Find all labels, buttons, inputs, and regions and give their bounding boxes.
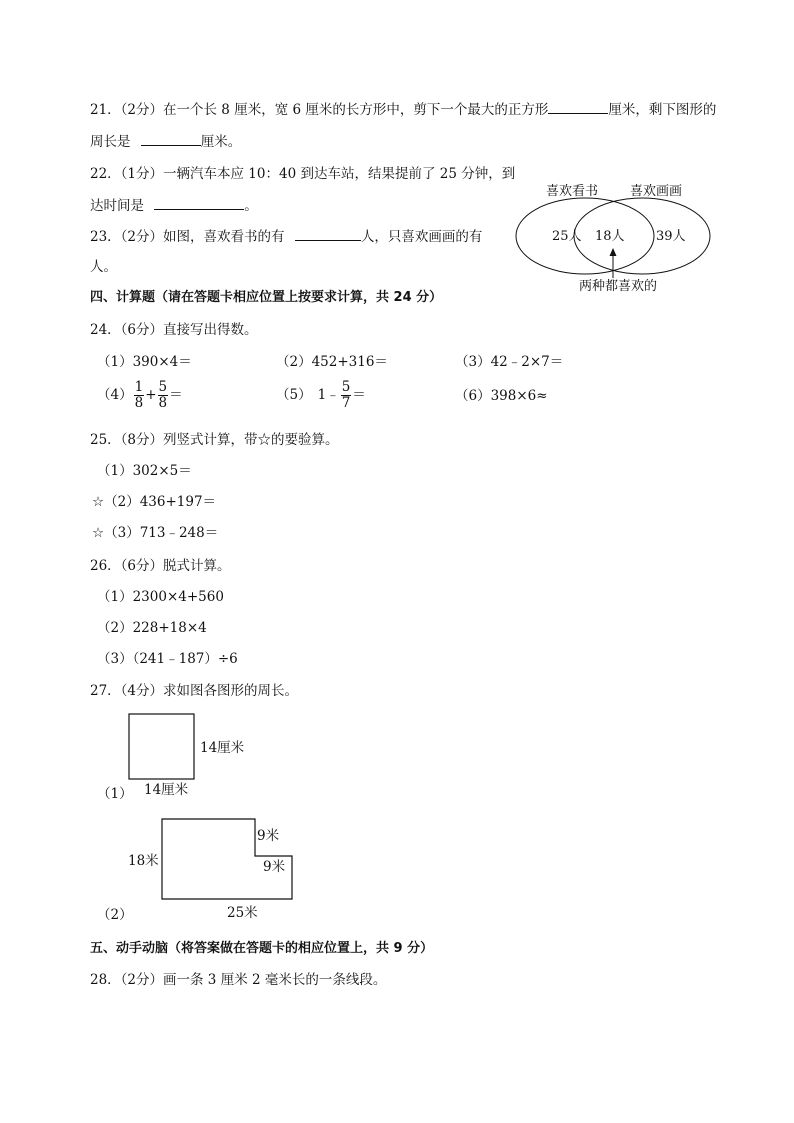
step-left-label: 18米 [128,853,159,869]
q21-text-a: 21．（2分）在一个长 8 厘米，宽 6 厘米的长方形中，剪下一个最大的正方形 [90,102,549,118]
q21-text-c: 周长是 [90,134,131,150]
fraction-numerator: 5 [341,379,351,395]
step-right-label: 9米 [263,859,286,875]
venn-right-value: 39人 [656,229,686,244]
q22-line1: 22．（1分）一辆汽车本应 10：40 到达车站，结果提前了 25 分钟，到 [90,166,516,182]
q24-title: 24．（6分）直接写出得数。 [90,322,258,338]
q23-line2: 人。 [90,259,117,275]
q23-blank[interactable] [295,226,361,241]
q25-item-1: （1）302×5＝ [97,463,192,479]
square-bottom-label: 14厘米 [144,782,189,798]
fraction-numerator: 5 [158,379,168,395]
equals-sign: ＝ [169,387,183,403]
figure-1-label: （1） [97,786,133,802]
q26-item-1: （1）2300×4+560 [97,589,224,605]
q22-line2 [90,195,258,216]
fraction-denominator: 8 [134,395,144,411]
equals-sign: ＝ [352,387,366,403]
venn-left-label: 喜欢看书 [546,184,599,199]
q23-text-a: 23．（2分）如图，喜欢看书的有 [90,229,285,245]
fraction-numerator: 1 [134,379,144,395]
q24-item-5-whole: 1﹣ [317,387,340,403]
venn-left-ellipse [516,198,654,274]
venn-left-value: 25人 [552,229,582,244]
q24-item-3: （3）42﹣2×7＝ [455,354,564,370]
section-5-heading: 五、动手动脑（将答案做在答题卡的相应位置上，共 9 分） [90,941,434,956]
q21-text-d: 厘米。 [200,134,242,150]
venn-right-label: 喜欢画画 [630,184,683,199]
fraction-5-8 [158,380,169,411]
square-figure [128,713,198,783]
venn-middle-value: 18人 [595,229,625,244]
step-bottom-label: 25米 [227,905,258,921]
q25-item-2: ☆（2）436+197＝ [92,494,217,510]
fraction-denominator: 8 [158,395,168,411]
fraction-1-8 [134,380,145,411]
q24-item-4 [97,380,183,411]
q22-text-a: 达时间是 [90,198,144,214]
q24-item-2: （2）452+316＝ [276,354,388,370]
step-top-label: 9米 [257,828,280,844]
q24-item-1: （1）390×4＝ [97,354,192,370]
q24-item-5 [276,380,366,411]
venn-bottom-label: 两种都喜欢的 [579,279,658,294]
q25-title: 25．（8分）列竖式计算，带☆的要验算。 [90,432,339,448]
square-side-label: 14厘米 [200,740,245,756]
q26-item-3: （3）（241﹣187）÷6 [97,651,238,667]
q26-item-2: （2）228+18×4 [97,620,207,636]
q24-item-5-prefix: （5） [276,387,312,403]
square-shape [129,714,194,779]
q24-item-6: （6）398×6≈ [455,388,548,404]
q21-blank-2[interactable] [141,131,201,146]
q21-text-b: 厘米，剩下图形的 [608,102,717,118]
fraction-denominator: 7 [341,395,351,411]
q21-line2 [90,131,241,152]
q21-line1 [90,99,716,120]
q23-text-b: 人，只喜欢画画的有 [360,229,483,245]
q27-title: 27．（4分）求如图各图形的周长。 [90,683,299,699]
q22-blank[interactable] [154,195,244,210]
q24-item-4-prefix: （4） [97,387,133,403]
q28-title: 28．（2分）画一条 3 厘米 2 毫米长的一条线段。 [90,972,387,988]
q26-title: 26．（6分）脱式计算。 [90,558,231,574]
plus-sign: + [145,387,157,403]
q25-item-3: ☆（3）713﹣248＝ [92,525,219,541]
fraction-5-7 [341,380,352,411]
q22-text-b: 。 [244,198,258,214]
q23-line1 [90,226,482,247]
q21-blank-1[interactable] [548,99,608,114]
figure-2-label: （2） [97,907,133,923]
venn-arrow-head [610,248,617,256]
section-4-heading: 四、计算题（请在答题卡相应位置上按要求计算，共 24 分） [90,290,443,305]
